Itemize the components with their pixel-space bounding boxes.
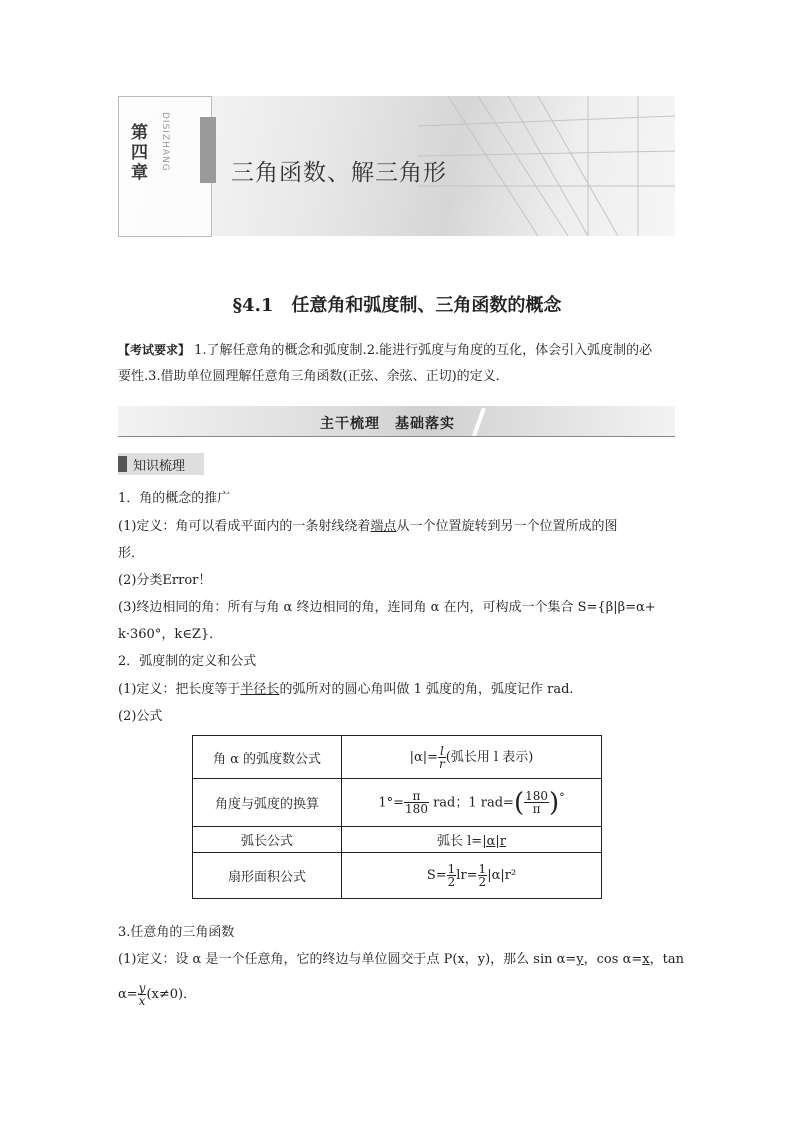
chapter-title: 三角函数、解三角形	[231, 160, 447, 186]
r4-pre: S=	[426, 868, 447, 883]
r2-num2: 180	[525, 789, 549, 803]
table-cell-label: 角度与弧度的换算	[193, 779, 342, 827]
knowledge-label-marker	[118, 456, 127, 472]
item3-tan-num: y	[138, 981, 146, 995]
table-row	[193, 827, 602, 853]
table-cell-formula	[342, 827, 602, 853]
table-row	[193, 736, 602, 779]
table-cell-formula	[342, 853, 602, 899]
item3-def-text-a: (1)定义：设 α 是一个任意角，它的终边与单位圆交于点 P(x，y)，那么 sin α=	[118, 952, 577, 967]
chapter-pinyin: DISIZHANG	[160, 112, 170, 172]
table-row	[193, 853, 602, 899]
formula-table	[192, 735, 602, 899]
r2-fraction-1	[404, 790, 429, 815]
r4-mid: lr=	[456, 868, 478, 883]
item3-tan-post: (x≠0)．	[146, 987, 197, 1002]
r1-fraction	[438, 745, 446, 770]
item2-def-blank: 半径长	[240, 682, 280, 697]
r1-den: r	[439, 756, 445, 771]
table-row	[193, 779, 602, 827]
item3-blank-x: x	[642, 952, 650, 967]
section-band-title: 主干梳理 基础落实	[320, 416, 455, 432]
r2-den2: π	[532, 802, 541, 816]
item3-tan-pre: α=	[118, 987, 138, 1002]
item2-heading: 2．弧度制的定义和公式	[118, 654, 257, 669]
knowledge-label: 知识梳理	[133, 459, 186, 474]
table-cell-formula	[342, 779, 602, 827]
r1-pre: |α|=	[409, 749, 439, 765]
r2-mid: rad；1 rad=	[428, 795, 514, 810]
item3-def-text-c: ，tan	[649, 952, 684, 967]
item1-def-blank: 端点	[370, 519, 397, 534]
section-title: §4.1 任意角和弧度制、三角函数的概念	[232, 295, 562, 316]
r2-open-paren: (	[513, 787, 525, 818]
requirements-line-2: 要性.3.借助单位圆理解任意角三角函数(正弦、余弦、正切)的定义．	[118, 369, 509, 384]
r4-den2: 2	[478, 875, 487, 889]
item1-def-text-b: 从一个位置旋转到另一个位置所成的图	[396, 519, 618, 534]
r4-fraction-1	[447, 863, 457, 888]
band-slash-decoration	[470, 408, 488, 436]
item1-heading: 1．角的概念的推广	[118, 491, 231, 506]
r4-num2: 1	[478, 862, 487, 876]
table-cell-label: 角 α 的弧度数公式	[193, 736, 342, 779]
item2-def-text-b: 的弧所对的圆心角叫做 1 弧度的角，弧度记作 rad.	[279, 682, 574, 697]
item1-classification: (2)分类Error！	[118, 573, 212, 588]
r3-pre: 弧长 l=	[437, 834, 483, 849]
r2-post: °	[559, 790, 565, 804]
item3-blank-y: y	[576, 952, 584, 967]
item3-definition	[118, 952, 684, 968]
item1-definition	[118, 519, 617, 535]
item2-def-text-a: (1)定义：把长度等于	[118, 682, 241, 697]
table-cell-label: 扇形面积公式	[193, 853, 342, 899]
item1-def-continuation: 形．	[118, 546, 145, 561]
item1-terminal-angle: (3)终边相同的角：所有与角 α 终边相同的角，连同角 α 在内，可构成一个集合 S={β|β=α+	[118, 600, 656, 615]
item3-tan-den: x	[138, 994, 146, 1008]
item3-tan-line	[118, 982, 196, 1008]
requirements-tag: 【考试要求】	[118, 343, 191, 357]
item1-def-text-a: (1)定义：角可以看成平面内的一条射线绕着	[118, 519, 371, 534]
r3-blank: |α|r	[482, 834, 506, 849]
r2-close-paren: )	[549, 787, 560, 818]
chapter-char-2: 四	[131, 143, 148, 163]
r4-post: |α|r²	[487, 868, 517, 883]
requirements-line-1	[118, 342, 652, 359]
item2-formula-label: (2)公式	[118, 709, 163, 724]
r2-den: 180	[405, 802, 428, 816]
r2-fraction-2	[524, 790, 549, 815]
r1-post: (弧长用 l 表示)	[445, 749, 534, 765]
table-cell-label: 弧长公式	[193, 827, 342, 853]
r4-fraction-2	[478, 863, 488, 888]
r2-num: π	[404, 790, 429, 803]
item1-terminal-angle-cont: k·360°，k∈Z}．	[118, 627, 223, 642]
table-cell-formula	[342, 736, 602, 779]
item3-heading: 3.任意角的三角函数	[118, 925, 235, 940]
chapter-char-3: 章	[131, 163, 148, 183]
r4-num: 1	[447, 862, 456, 876]
item3-def-text-b: ，cos α=	[583, 952, 643, 967]
r1-num: l	[440, 743, 444, 758]
item2-definition	[118, 682, 574, 698]
chapter-accent-bar	[200, 117, 216, 183]
r2-pre: 1°=	[378, 795, 405, 810]
chapter-char-1: 第	[131, 123, 148, 143]
r4-den: 2	[447, 875, 456, 889]
requirements-text-1: 1.了解任意角的概念和弧度制.2.能进行弧度与角度的互化，体会引入弧度制的必	[194, 343, 653, 358]
